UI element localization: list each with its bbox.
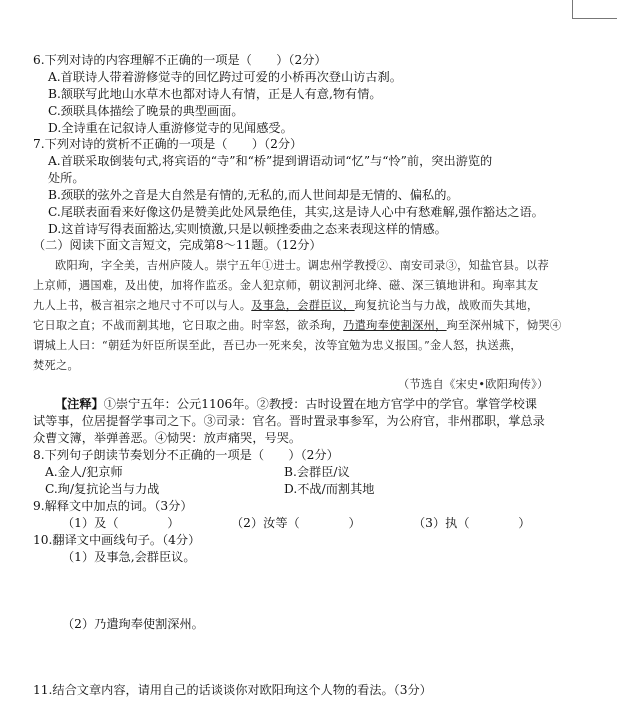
passage-line-5: 谓城上人曰：“朝廷为奸臣所误至此，吾已办一死来矣，汝等宜勉为忠义报国。”金人怒，执送燕，	[33, 339, 522, 352]
q7-option-a-line1: A.首联采取倒装句式,将宾语的“寺”和“桥”提到谓语动词“忆”与“怜”前，突出游览的	[48, 154, 493, 168]
passage-line-4-text: 它日取之直；不战而割其地，它日取之曲。时宰怒，欲杀珣，	[33, 319, 344, 332]
passage-line-1: 欧阳珣，字全美，吉州庐陵人。崇宁五年①进士。调忠州学教授②、南安司录③，知盐官县。以荐	[55, 259, 549, 272]
q8-option-a: A.金人/犯京师	[45, 465, 123, 479]
note-line-2: 试等事，位居提督学事司之下。③司录：官名。晋时置录事参军，为公府官，非州郡职，掌总录	[33, 414, 545, 428]
passage-line-6: 焚死之。	[33, 359, 79, 372]
section-heading: （二）阅读下面文言短文，完成第8～11题。（12分）	[33, 238, 322, 252]
q9-item-1: （1）及（ ）	[62, 516, 180, 530]
underlined-sentence-1: 及事急，会群臣议，	[251, 299, 355, 312]
q8-stem: 8.下列句子朗读节奏划分不正确的一项是（ ）（2分）	[33, 448, 339, 462]
q10-stem: 10.翻译文中画线句子。（4分）	[33, 533, 201, 547]
q6-stem: 6.下列对诗的内容理解不正确的一项是（ ）（2分）	[33, 53, 327, 67]
q6-option-d: D.全诗重在记叙诗人重游修觉寺的见闻感受。	[48, 121, 293, 135]
passage-line-4	[33, 318, 561, 333]
q8-option-d: D.不战/而割其地	[284, 482, 375, 496]
q9-item-3: （3）执（ ）	[413, 516, 531, 530]
note-text-1: ①崇宁五年：公元1106年。②教授：古时设置在地方官学中的学官。掌管学校课	[103, 397, 537, 411]
underlined-sentence-2: 乃遣珣奉使割深州，	[343, 319, 447, 332]
passage-line-3	[33, 298, 538, 313]
q11-stem: 11.结合文章内容，请用自己的话谈谈你对欧阳珣这个人物的看法。（3分）	[33, 683, 432, 697]
q6-option-a: A.首联诗人带着游修觉寺的回忆跨过可爱的小桥再次登山访古刹。	[48, 70, 402, 84]
passage-line-3-rest: 珣复抗论当与力战，战败而失其地，	[354, 299, 539, 312]
q6-option-c: C.颈联具体描绘了晚景的典型画面。	[48, 104, 244, 118]
q10-item-2: （2）乃遣珣奉使割深州。	[62, 617, 204, 631]
q7-option-b: B.颈联的弦外之音是大自然是有情的,无私的,而人世间却是无情的、偏私的。	[48, 188, 459, 202]
q7-option-a-line2: 处所。	[48, 171, 85, 185]
note-label: 【注释】	[55, 397, 104, 411]
passage-line-2: 上京师，遇国难，及出使，加将作监丞。金人犯京师，朝议割河北绛、磁、深三镇地讲和。珣率其友	[33, 279, 539, 292]
note-line-3: 众曹文簿，举弹善恶。④恸哭：放声痛哭，号哭。	[33, 431, 302, 445]
q7-option-d: D.这首诗写得表面豁达,实则愤激,只是以顿挫委曲之态来表现这样的情感。	[48, 222, 447, 236]
note-line-1	[55, 397, 537, 412]
q7-stem: 7.下列对诗的赏析不正确的一项是（ ）（2分）	[33, 137, 303, 151]
page-corner-mark	[572, 0, 617, 19]
q9-item-2: （2）汝等（ ）	[231, 516, 361, 530]
passage-line-4-rest: 珣至深州城下，恸哭④	[446, 319, 562, 332]
q6-option-b: B.颔联写此地山水草木也都对诗人有情，正是人有意,物有情。	[48, 87, 382, 101]
passage-line-3-text: 九人上书，极言祖宗之地尺寸不可以与人。	[33, 299, 252, 312]
q8-option-c: C.珣/复抗论当与力战	[45, 482, 160, 496]
q7-option-c: C.尾联表面看来好像这仍是赞美此处风景绝佳，其实,这是诗人心中有愁难解,强作豁达之语。	[48, 205, 544, 219]
passage-source: （节选自《宋史•欧阳珣传》）	[398, 378, 549, 391]
q10-item-1: （1）及事急,会群臣议。	[62, 550, 196, 564]
q9-stem: 9.解释文中加点的词。（3分）	[33, 499, 193, 513]
q8-option-b: B.会群臣/议	[284, 465, 350, 479]
